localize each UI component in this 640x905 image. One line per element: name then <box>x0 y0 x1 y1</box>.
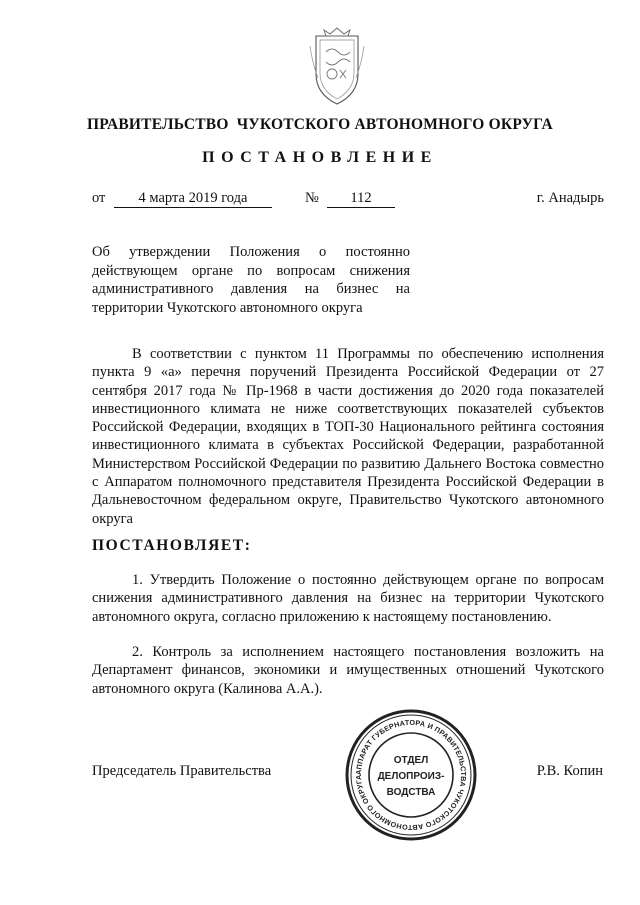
document-type: ПОСТАНОВЛЕНИЕ <box>202 149 438 166</box>
government-title: ПРАВИТЕЛЬСТВО ЧУКОТСКОГО АВТОНОМНОГО ОКРУГА <box>87 116 553 133</box>
city: г. Анадырь <box>536 190 604 206</box>
coat-of-arms-icon <box>302 22 372 108</box>
signer-name: Р.В. Копин <box>536 763 603 779</box>
date-prefix: от <box>92 190 106 206</box>
date-value: 4 марта 2019 года <box>114 190 272 208</box>
stamp-line-2: ДЕЛОПРОИЗ- <box>377 771 445 782</box>
document-subject: Об утверждении Положения о постоянно действующем органе по вопросам снижения административного давления на бизнес на территории Чукотского автономного округа <box>92 244 410 316</box>
stamp-line-1: ОТДЕЛ <box>393 755 429 766</box>
resolution-item-1: 1. Утвердить Положение о постоянно действующем органе по вопросам снижения административного давления на бизнес на территории Чукотского автономного округа, согласно приложению к настоящему постановлению. <box>92 572 604 625</box>
number-value: 112 <box>327 190 395 208</box>
preamble-paragraph: В соответствии с пунктом 11 Программы по обеспечению исполнения пункта 9 «а» перечня поручений Президента Российской Федерации от 27 сентября 2017 года № Пр-1968 в части достижения до 2020 года показателей инвестиционного климата не ниже соответствующих показателей субъектов Российской Федерации, входящих в ТОП-30 Национального рейтинга состояния инвестиционного климата в субъектах Российской Федерации, разработанной Министерством Российской Федерации по развитию Дальнего Востока совместно с Аппаратом полномочного представителя Президента Российской Федерации в Дальневосточном федеральном округе, Правительство Чукотского автономного округа <box>92 346 604 527</box>
resolves-heading: ПОСТАНОВЛЯЕТ: <box>92 537 252 554</box>
stamp-ring-text: АППАРАТ ГУБЕРНАТОРА И ПРАВИТЕЛЬСТВА ЧУКОТСКОГО АВТОНОМНОГО ОКРУГА <box>353 717 469 833</box>
signer-role: Председатель Правительства <box>92 763 272 779</box>
round-seal-icon <box>343 707 479 843</box>
resolution-item-2: 2. Контроль за исполнением настоящего постановления возложить на Департамент финансов, экономики и имущественных отношений Чукотского автономного округа (Калинова А.А.). <box>92 644 604 697</box>
stamp-line-3: ВОДСТВА <box>386 787 436 798</box>
number-label: № <box>305 190 319 206</box>
